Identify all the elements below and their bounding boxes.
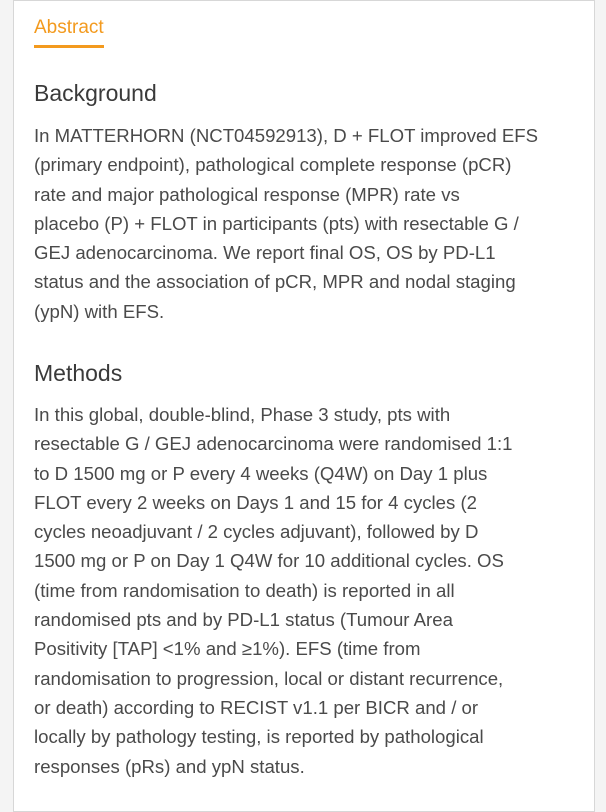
methods-text: In this global, double-blind, Phase 3 study, pts with resectable G / GEJ adenocarcinoma were randomised 1:1 to D 1500 mg or P every 4 weeks (Q4W) on Day 1 plus FLOT every 2 weeks on Days 1 and 15 for 4 cycles (2 cycles neoadjuvant / 2 cycles adjuvant), followed by D 1500 mg or P on Day 1 Q4W for 10 additional cycles. OS (time from randomisation to death) is reported in all randomised pts and by PD-L1 status (Tumour Area Positivity [TAP] <1% and ≥1%). EFS (time from randomisation to progression, local or distant recurrence, or death) according to RECIST v1.1 per BICR and / or locally by pathology testing, is reported by pathological responses (pRs) and ypN status. <box>34 404 513 777</box>
background-text: In MATTERHORN (NCT04592913), D + FLOT improved EFS (primary endpoint), pathological complete response (pCR) rate and major pathological response (MPR) rate vs placebo (P) + FLOT in participants (pts) with resectable G / GEJ adenocarcinoma. We report final OS, OS by PD-L1 status and the association of pCR, MPR and nodal staging (ypN) with EFS. <box>34 125 539 322</box>
tab-abstract[interactable]: Abstract <box>34 15 104 48</box>
abstract-card <box>13 0 595 812</box>
background-heading: Background <box>34 80 157 106</box>
methods-heading: Methods <box>34 360 123 386</box>
